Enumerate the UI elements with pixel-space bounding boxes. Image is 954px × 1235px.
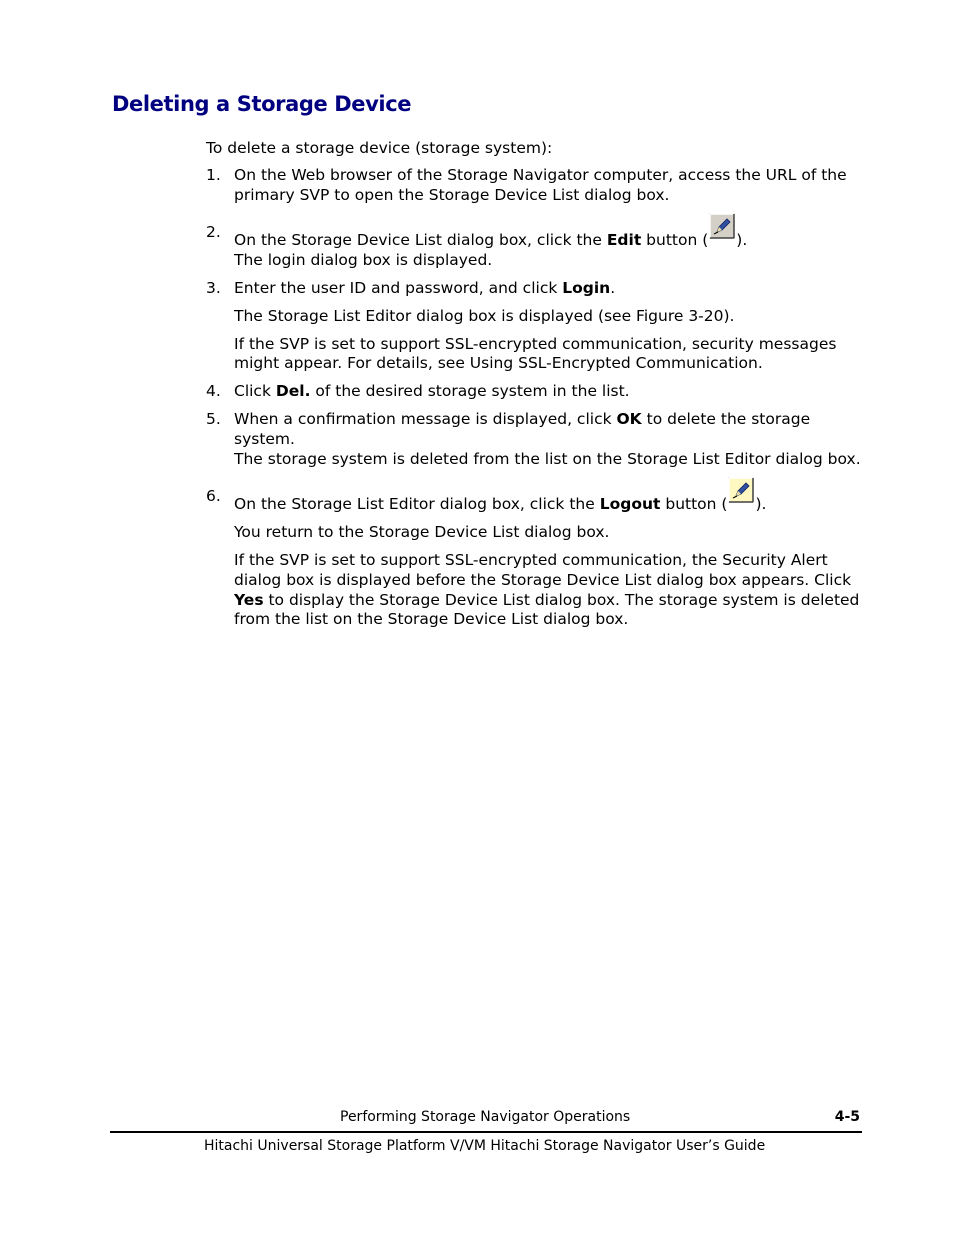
footer-guide-title: Hitachi Universal Storage Platform V/VM Hitachi Storage Navigator User’s Guide bbox=[204, 1138, 766, 1154]
step-text-part: If the SVP is set to support SSL-encrypted communication, the Security Alert dialog box is displayed before the Storage Device List dialog box appears. Click bbox=[234, 550, 852, 589]
ok-button-label: OK bbox=[616, 409, 642, 428]
step-text-part: On the Storage List Editor dialog box, click the bbox=[234, 495, 600, 514]
yes-button-label: Yes bbox=[234, 590, 264, 609]
footer-divider bbox=[110, 1131, 862, 1133]
step-sub-paragraph: You return to the Storage Device List dialog box. bbox=[234, 523, 610, 542]
step-text bbox=[234, 223, 866, 271]
step-3 bbox=[206, 279, 866, 374]
step-text-part: Click bbox=[234, 382, 276, 401]
step-number: 2. bbox=[206, 223, 221, 242]
step-text-part: button ( bbox=[660, 495, 728, 514]
step-5 bbox=[206, 410, 866, 469]
step-text-part: ). bbox=[755, 495, 767, 514]
step-text bbox=[234, 382, 866, 402]
step-number: 6. bbox=[206, 487, 221, 506]
step-4 bbox=[206, 382, 866, 402]
step-text bbox=[234, 487, 866, 515]
page-title: Deleting a Storage Device bbox=[112, 92, 412, 116]
footer-section-title: Performing Storage Navigator Operations bbox=[340, 1109, 631, 1125]
step-number: 1. bbox=[206, 165, 221, 184]
intro-text: To delete a storage device (storage system): bbox=[206, 139, 553, 157]
step-text-part: to delete the storage system. bbox=[234, 409, 811, 448]
step-sub-paragraph: If the SVP is set to support SSL-encrypted communication, security messages might appear. For details, see Using SSL-Encrypted Communication. bbox=[234, 334, 837, 373]
step-text-part: Enter the user ID and password, and click bbox=[234, 278, 563, 297]
document-body bbox=[206, 139, 866, 638]
step-number: 4. bbox=[206, 382, 221, 401]
del-button-label: Del. bbox=[275, 382, 311, 401]
logout-button-label: Logout bbox=[599, 495, 661, 514]
step-2 bbox=[206, 223, 866, 271]
step-text-part: On the Storage Device List dialog box, click the bbox=[234, 231, 607, 250]
step-text: On the Web browser of the Storage Navigator computer, access the URL of the primary SVP to open the Storage Device List dialog box. bbox=[234, 165, 847, 204]
step-result-text: The storage system is deleted from the list on the Storage List Editor dialog box. bbox=[234, 449, 861, 468]
steps-list bbox=[206, 166, 866, 630]
step-result-text: The login dialog box is displayed. bbox=[234, 251, 493, 270]
edit-button-label: Edit bbox=[606, 231, 642, 250]
step-text-part: When a confirmation message is displayed, click bbox=[234, 409, 617, 428]
step-sub-paragraph bbox=[234, 551, 866, 630]
edit-pencil-icon bbox=[709, 213, 735, 239]
step-text-part: ). bbox=[736, 231, 748, 250]
step-text bbox=[234, 279, 866, 299]
step-number: 3. bbox=[206, 278, 221, 297]
step-number: 5. bbox=[206, 409, 221, 428]
footer-page-number: 4-5 bbox=[834, 1109, 860, 1125]
step-text bbox=[234, 410, 866, 469]
step-sub-paragraph: The Storage List Editor dialog box is displayed (see Figure 3-20). bbox=[234, 306, 735, 325]
step-text-part: of the desired storage system in the list. bbox=[310, 382, 630, 401]
step-1 bbox=[206, 166, 866, 206]
step-6 bbox=[206, 487, 866, 630]
step-text-part: button ( bbox=[641, 231, 709, 250]
step-text-part: . bbox=[610, 278, 616, 297]
login-button-label: Login bbox=[562, 278, 611, 297]
step-text-part: to display the Storage Device List dialog box. The storage system is deleted from the list on the Storage Device List dialog box. bbox=[234, 590, 860, 629]
logout-pencil-icon bbox=[728, 477, 754, 503]
